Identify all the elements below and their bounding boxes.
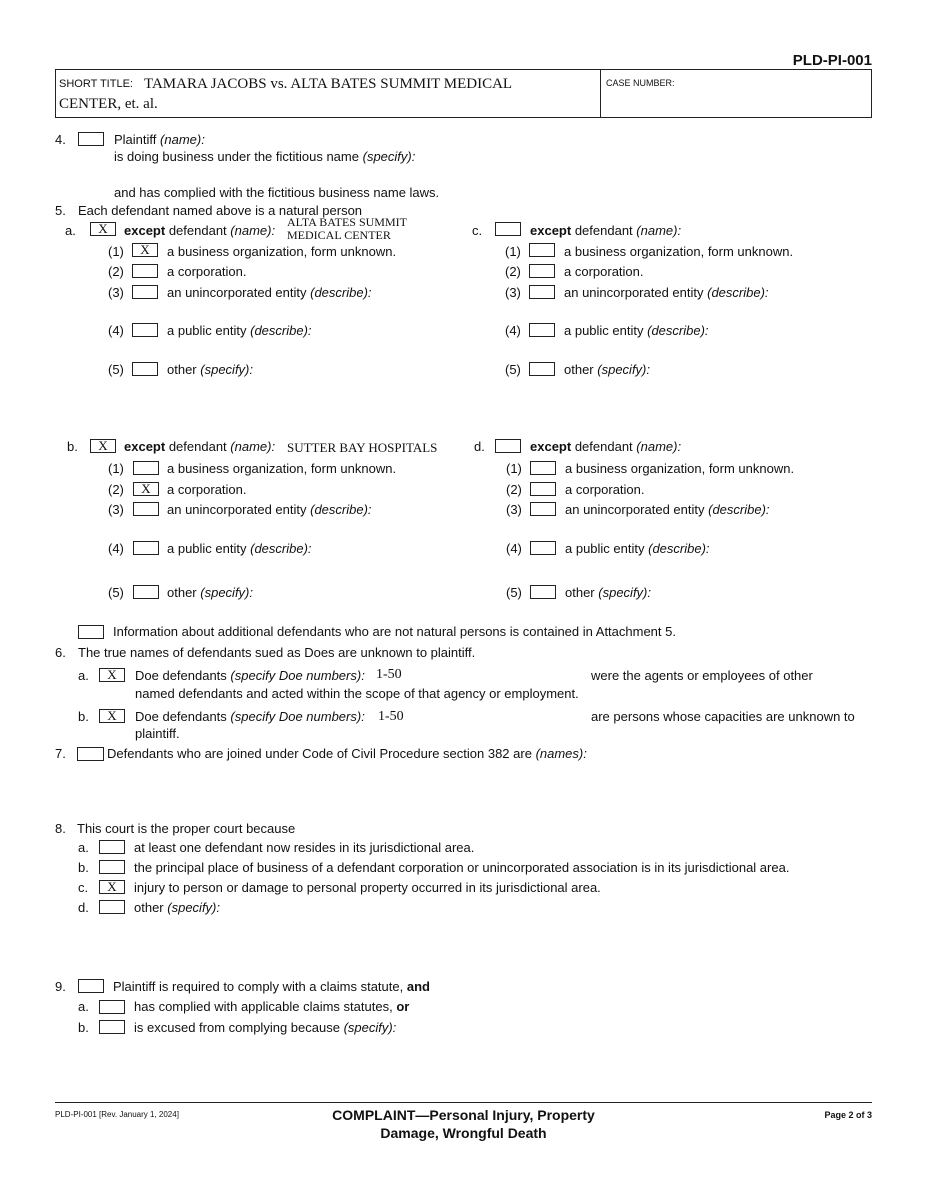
item5c-opt3-num: (3)	[505, 285, 521, 300]
item4-num: 4.	[55, 132, 66, 147]
form-id: PLD-PI-001	[792, 52, 872, 69]
item5d-opt5-italic: (specify):	[598, 585, 651, 600]
item5b-opt5-checkbox[interactable]	[133, 585, 159, 599]
item5c-opt2-num: (2)	[505, 264, 521, 279]
item5a-defendant-word: defendant	[168, 223, 227, 238]
item5b-opt3-text: an unincorporated entity	[167, 502, 307, 517]
item9a-label	[134, 999, 409, 1014]
item5d-opt5-text: other	[565, 585, 595, 600]
item4-dba-specify: (specify):	[362, 149, 416, 164]
item9a-checkbox[interactable]	[99, 1000, 125, 1014]
item5b-opt2-num: (2)	[108, 482, 124, 497]
item5a-opt2-checkbox[interactable]	[132, 264, 158, 278]
item5b-opt5-text: other	[167, 585, 197, 600]
item5a-except-word: except	[124, 223, 166, 238]
item5d-opt2-label: a corporation.	[565, 482, 645, 497]
item6b-tail: are persons whose capacities are unknown to	[591, 709, 855, 724]
item5b-opt4-label	[167, 541, 312, 556]
item5c-opt4-num: (4)	[505, 323, 521, 338]
item6b-label	[135, 709, 365, 724]
item5d-opt5-checkbox[interactable]	[530, 585, 556, 599]
item7-text	[107, 746, 587, 761]
item8d-checkbox[interactable]	[99, 900, 125, 914]
item6-intro: The true names of defendants sued as Does are unknown to plaintiff.	[78, 645, 476, 660]
item5d-opt3-text: an unincorporated entity	[565, 502, 705, 517]
item5d-opt4-text: a public entity	[565, 541, 645, 556]
item5c-opt1-num: (1)	[505, 244, 521, 259]
item5b-opt2-checkbox[interactable]	[133, 482, 159, 496]
item5a-opt4-italic: (describe):	[250, 323, 312, 338]
item5b-letter: b.	[67, 439, 78, 454]
item5c-name-label: (name):	[636, 223, 682, 238]
item5c-opt5-text: other	[564, 362, 594, 377]
item6b-line2: plaintiff.	[135, 726, 180, 741]
item6a-value: 1-50	[376, 667, 402, 682]
item5a-opt4-num: (4)	[108, 323, 124, 338]
item5d-letter: d.	[474, 439, 485, 454]
item6b-checkbox[interactable]	[99, 709, 125, 723]
item5c-defendant-word: defendant	[574, 223, 633, 238]
item4-plaintiff	[114, 132, 205, 147]
item5c-opt5-checkbox[interactable]	[529, 362, 555, 376]
item5a-opt2-num: (2)	[108, 264, 124, 279]
item9a-text: has complied with applicable claims statutes,	[134, 999, 393, 1014]
item5a-opt3-label	[167, 285, 372, 300]
item6a-doe-label: Doe defendants	[135, 668, 227, 683]
item7-checkbox[interactable]	[77, 747, 104, 761]
item9-and: and	[406, 979, 430, 994]
item9b-checkbox[interactable]	[99, 1020, 125, 1034]
item8d-text: other	[134, 900, 164, 915]
item5b-opt3-checkbox[interactable]	[133, 502, 159, 516]
footer-title-line2: Damage, Wrongful Death	[380, 1125, 547, 1141]
item5b-opt3-label	[167, 502, 372, 517]
footer-title-line1: COMPLAINT—Personal Injury, Property	[332, 1107, 595, 1123]
item7-names-italic: (names):	[535, 746, 587, 761]
item5c-letter: c.	[472, 223, 483, 238]
item5d-checkbox[interactable]	[495, 439, 521, 453]
item6a-checkbox[interactable]	[99, 668, 125, 682]
item9b-letter: b.	[78, 1020, 89, 1035]
item9-checkbox[interactable]	[78, 979, 104, 993]
item5a-opt3-checkbox[interactable]	[132, 285, 158, 299]
item5-attachment-checkbox[interactable]	[78, 625, 104, 639]
case-number-label: CASE NUMBER:	[606, 78, 675, 88]
footer-rule	[55, 1102, 872, 1103]
item5b-opt4-checkbox[interactable]	[133, 541, 159, 555]
item8a-label: at least one defendant now resides in its jurisdictional area.	[134, 840, 475, 855]
item6a-line2: named defendants and acted within the scope of that agency or employment.	[135, 686, 579, 701]
footer-page-number: Page 2 of 3	[824, 1110, 872, 1120]
item6b-doe-label: Doe defendants	[135, 709, 227, 724]
item5a-opt3-text: an unincorporated entity	[167, 285, 307, 300]
item5a-check-mark: X	[98, 221, 108, 236]
item8b-letter: b.	[78, 860, 89, 875]
item7-num: 7.	[55, 746, 66, 761]
item5c-opt1-label: a business organization, form unknown.	[564, 244, 794, 259]
item6b-check-mark: X	[107, 708, 117, 723]
item9-text	[113, 979, 430, 994]
item5d-defendant-word: defendant	[574, 439, 633, 454]
item5b-opt2-check-mark: X	[141, 481, 151, 496]
item5d-except	[530, 439, 681, 454]
item5b-opt5-num: (5)	[108, 585, 124, 600]
item4-checkbox[interactable]	[78, 132, 104, 146]
item5b-opt1-checkbox[interactable]	[133, 461, 159, 475]
item5c-opt1-checkbox[interactable]	[529, 243, 555, 257]
item5c-opt3-text: an unincorporated entity	[564, 285, 704, 300]
item5c-except-word: except	[530, 223, 572, 238]
item8d-label	[134, 900, 220, 915]
item5a-opt5-num: (5)	[108, 362, 124, 377]
item5d-opt5-num: (5)	[506, 585, 522, 600]
item5b-except-word: except	[124, 439, 166, 454]
item8b-checkbox[interactable]	[99, 860, 125, 874]
item5d-opt1-label: a business organization, form unknown.	[565, 461, 795, 476]
item5a-opt1-num: (1)	[108, 244, 124, 259]
item6a-letter: a.	[78, 668, 89, 683]
item9a-or: or	[396, 999, 410, 1014]
item5b-name-label: (name):	[230, 439, 276, 454]
item5-intro: Each defendant named above is a natural person	[78, 203, 363, 218]
item5b-opt3-num: (3)	[108, 502, 124, 517]
item5d-opt4-num: (4)	[506, 541, 522, 556]
item5c-opt5-label	[564, 362, 650, 377]
item5d-opt1-num: (1)	[506, 461, 522, 476]
item5d-opt4-italic: (describe):	[648, 541, 710, 556]
item9b-label	[134, 1020, 396, 1035]
item5c-opt5-num: (5)	[505, 362, 521, 377]
item5b-check-mark: X	[98, 438, 108, 453]
item9-num: 9.	[55, 979, 66, 994]
short-title-label: SHORT TITLE:	[59, 78, 133, 90]
item8-num: 8.	[55, 821, 66, 836]
item5b-opt5-italic: (specify):	[200, 585, 253, 600]
item5a-opt3-italic: (describe):	[310, 285, 372, 300]
item4-complied: and has complied with the fictitious business name laws.	[114, 185, 440, 200]
item5a-opt2-label: a corporation.	[167, 264, 247, 279]
item5c-opt4-checkbox[interactable]	[529, 323, 555, 337]
item4-plaintiff-label: Plaintiff	[114, 132, 157, 147]
item8d-italic: (specify):	[167, 900, 220, 915]
item5d-opt4-label	[565, 541, 710, 556]
item8-intro: This court is the proper court because	[77, 821, 296, 836]
item5a-opt3-num: (3)	[108, 285, 124, 300]
item5b-checkbox[interactable]	[90, 439, 116, 453]
item6b-doe-italic: (specify Doe numbers):	[230, 709, 365, 724]
item5d-opt3-checkbox[interactable]	[530, 502, 556, 516]
item5a-opt5-label	[167, 362, 253, 377]
footer-form-rev: PLD-PI-001 [Rev. January 1, 2024]	[55, 1110, 179, 1119]
item6a-check-mark: X	[107, 667, 117, 682]
item9b-text: is excused from complying because	[134, 1020, 340, 1035]
item6a-label	[135, 668, 365, 683]
item8a-checkbox[interactable]	[99, 840, 125, 854]
item5c-opt4-label	[564, 323, 709, 338]
item6a-doe-italic: (specify Doe numbers):	[230, 668, 365, 683]
item8c-letter: c.	[78, 880, 89, 895]
item5c-opt3-label	[564, 285, 769, 300]
item5d-name-label: (name):	[636, 439, 682, 454]
item4-dba-text: is doing business under the fictitious name	[114, 149, 359, 164]
item8a-letter: a.	[78, 840, 89, 855]
item6b-letter: b.	[78, 709, 89, 724]
item5-num: 5.	[55, 203, 66, 218]
item5d-except-word: except	[530, 439, 572, 454]
item5c-opt2-checkbox[interactable]	[529, 264, 555, 278]
item6b-value: 1-50	[378, 709, 404, 724]
item5b-defendant-word: defendant	[168, 439, 227, 454]
item8c-check-mark: X	[107, 879, 117, 894]
item5a-except	[124, 223, 275, 238]
item5b-name: SUTTER BAY HOSPITALS	[287, 440, 438, 455]
item5d-opt3-italic: (describe):	[708, 502, 770, 517]
item8c-label: injury to person or damage to personal property occurred in its jurisdictional area.	[134, 880, 601, 895]
item5c-except	[530, 223, 681, 238]
item5a-opt5-checkbox[interactable]	[132, 362, 158, 376]
item8b-label: the principal place of business of a defendant corporation or unincorporated association is in its jurisdictional area.	[134, 860, 790, 875]
item5b-opt1-label: a business organization, form unknown.	[167, 461, 397, 476]
item5d-opt4-checkbox[interactable]	[530, 541, 556, 555]
item5a-letter: a.	[65, 223, 76, 238]
item7-text-label: Defendants who are joined under Code of Civil Procedure section 382 are	[107, 746, 532, 761]
item5d-opt5-label	[565, 585, 651, 600]
item5d-opt3-label	[565, 502, 770, 517]
item5b-opt3-italic: (describe):	[310, 502, 372, 517]
item9a-letter: a.	[78, 999, 89, 1014]
item5b-opt5-label	[167, 585, 253, 600]
item5c-opt3-checkbox[interactable]	[529, 285, 555, 299]
item5b-opt2-label: a corporation.	[167, 482, 247, 497]
item5a-opt4-text: a public entity	[167, 323, 247, 338]
item4-name-label: (name):	[160, 132, 205, 147]
item5b-opt4-text: a public entity	[167, 541, 247, 556]
item5a-opt5-italic: (specify):	[200, 362, 253, 377]
item5a-opt1-label: a business organization, form unknown.	[167, 244, 397, 259]
item5a-opt1-check-mark: X	[140, 242, 150, 257]
item5a-checkbox[interactable]	[90, 222, 116, 236]
short-title-line2: CENTER, et. al.	[59, 96, 158, 112]
item8d-letter: d.	[78, 900, 89, 915]
item5c-opt2-label: a corporation.	[564, 264, 644, 279]
item5c-opt5-italic: (specify):	[597, 362, 650, 377]
item5c-opt4-italic: (describe):	[647, 323, 709, 338]
item5b-opt4-italic: (describe):	[250, 541, 312, 556]
item5d-opt3-num: (3)	[506, 502, 522, 517]
item5-attachment-text: Information about additional defendants who are not natural persons is contained in Attachment 5.	[113, 624, 676, 639]
item5a-name-line1: ALTA BATES SUMMIT	[287, 215, 407, 229]
short-title-line1: TAMARA JACOBS vs. ALTA BATES SUMMIT MEDICAL	[144, 76, 513, 92]
item5a-opt4-label	[167, 323, 312, 338]
item5c-checkbox[interactable]	[495, 222, 521, 236]
item5b-opt4-num: (4)	[108, 541, 124, 556]
item5d-opt2-num: (2)	[506, 482, 522, 497]
item8c-checkbox[interactable]	[99, 880, 125, 894]
item5a-name-line2: MEDICAL CENTER	[287, 228, 391, 242]
item4-dba	[114, 149, 415, 164]
header-divider	[600, 70, 601, 117]
item5a-name-label: (name):	[230, 223, 276, 238]
item5b-opt1-num: (1)	[108, 461, 124, 476]
item5b-except	[124, 439, 275, 454]
item5a-opt1-checkbox[interactable]	[132, 243, 158, 257]
item6-num: 6.	[55, 645, 66, 660]
item9-text-label: Plaintiff is required to comply with a claims statute,	[113, 979, 404, 994]
item5d-opt2-checkbox[interactable]	[530, 482, 556, 496]
item6a-tail: were the agents or employees of other	[591, 668, 813, 683]
item9b-italic: (specify):	[343, 1020, 397, 1035]
item5a-opt4-checkbox[interactable]	[132, 323, 158, 337]
item5c-opt4-text: a public entity	[564, 323, 644, 338]
item5c-opt3-italic: (describe):	[707, 285, 769, 300]
item5a-opt5-text: other	[167, 362, 197, 377]
item5d-opt1-checkbox[interactable]	[530, 461, 556, 475]
